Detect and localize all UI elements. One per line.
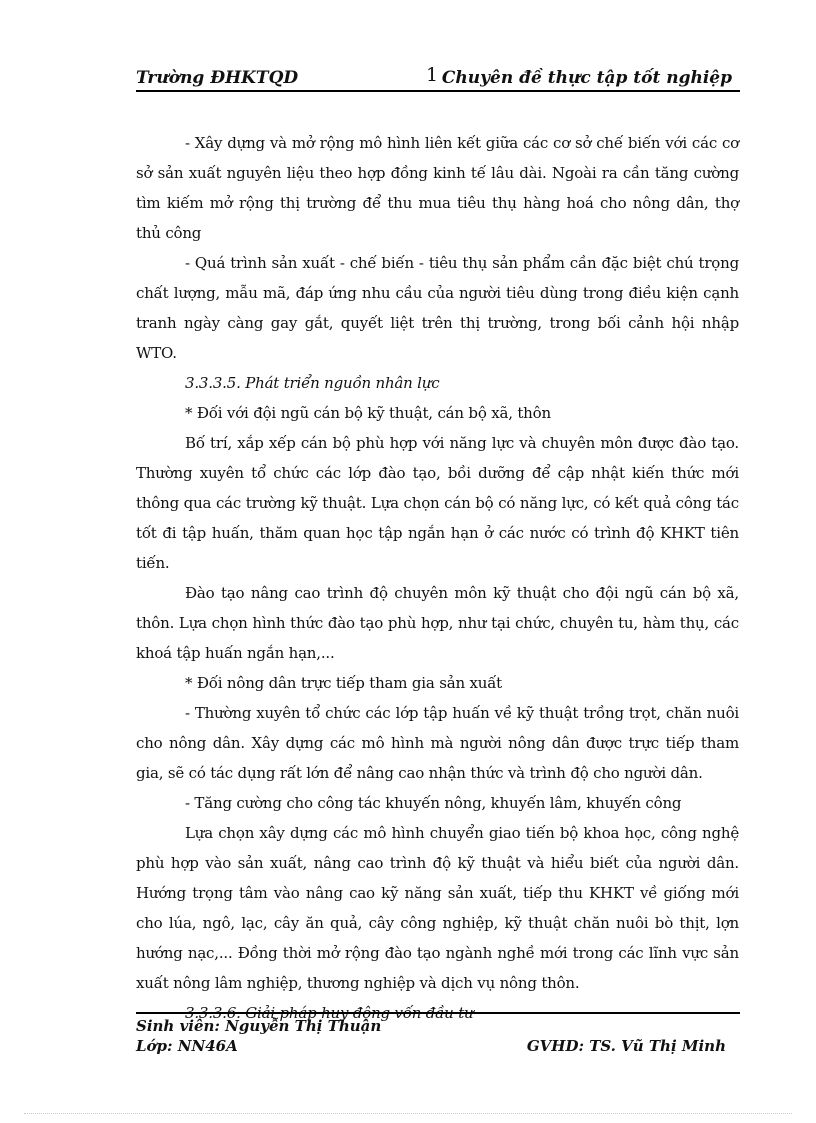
page-header xyxy=(136,64,740,92)
paragraph-farmer-training: - Thường xuyên tổ chức các lớp tập huấn về kỹ thuật trồng trọt, chăn nuôi cho nông dân. Xây dựng các mô hình mà người nông dân được trực tiếp tham gia, sẽ có tác dụng rất lớn để nâng cao nhận thức và trình độ cho người dân. xyxy=(136,704,739,782)
paragraph-technology-transfer: Lựa chọn xây dựng các mô hình chuyển giao tiến bộ khoa học, công nghệ phù hợp vào sản xuất, nâng cao trình độ kỹ thuật và hiểu biết của người dân. Hướng trọng tâm vào nâng cao kỹ năng sản xuất, tiếp thu KHKT về giống mới cho lúa, ngô, lạc, cây ăn quả, cây công nghiệp, kỹ thuật chăn nuôi bò thịt, lợn hướng nạc,... Đồng thời mở rộng đào tạo ngành nghề mới trong các lĩnh vực sản xuất nông lâm nghiệp, thương nghiệp và dịch vụ nông thôn. xyxy=(136,824,739,992)
footer-row-class xyxy=(136,1036,740,1056)
paragraph-staff-arrangement: Bố trí, xắp xếp cán bộ phù hợp với năng lực và chuyên môn được đào tạo. Thường xuyên tổ chức các lớp đào tạo, bồi dưỡng để cập nhật kiến thức mới thông qua các trường kỹ thuật. Lựa chọn cán bộ có năng lực, có kết quả công tác tốt đi tập huấn, thăm quan học tập ngắn hạn ở các nước có trình độ KHKT tiên tiến. xyxy=(136,434,739,572)
footer-row-student xyxy=(136,1016,740,1036)
header-school: Trường ĐHKTQD xyxy=(136,68,299,88)
page-footer xyxy=(136,1016,740,1056)
subheading-farmers: * Đối nông dân trực tiếp tham gia sản xuất xyxy=(185,674,503,692)
footer-advisor: GVHD: TS. Vũ Thị Minh xyxy=(526,1037,726,1055)
paragraph-production-quality: - Quá trình sản xuất - chế biến - tiêu thụ sản phẩm cần đặc biệt chú trọng chất lượng, mẫu mã, đáp ứng nhu cầu của người tiêu dùng trong điều kiện cạnh tranh ngày càng gay gắt, quyết liệt trên thị trường, trong bối cảnh hội nhập WTO. xyxy=(136,254,739,362)
section-heading-3-3-3-5: 3.3.3.5. Phát triển nguồn nhân lực xyxy=(185,374,440,392)
paragraph-linkage: - Xây dựng và mở rộng mô hình liên kết giữa các cơ sở chế biến với các cơ sở sản xuất nguyên liệu theo hợp đồng kinh tế lâu dài. Ngoài ra cần tăng cường tìm kiếm mở rộng thị trường để thu mua tiêu thụ hàng hoá cho nông dân, thợ thủ công xyxy=(136,134,739,242)
footer-divider xyxy=(136,1012,740,1014)
footer-class: Lớp: NN46A xyxy=(136,1037,238,1055)
document-body xyxy=(136,128,739,1028)
paragraph-staff-training: Đào tạo nâng cao trình độ chuyên môn kỹ thuật cho đội ngũ cán bộ xã, thôn. Lựa chọn hình thức đào tạo phù hợp, như tại chức, chuyên tu, hàm thụ, các khoá tập huấn ngắn hạn,... xyxy=(136,584,739,662)
section-heading-3-3-3-6: 3.3.3.6. Giải pháp huy động vốn đầu tư xyxy=(185,1004,474,1022)
page-number: 1 xyxy=(426,64,439,86)
header-doc-type: Chuyên đề thực tập tốt nghiệp xyxy=(441,68,732,88)
page-bottom-border xyxy=(24,1113,792,1114)
paragraph-extension: - Tăng cường cho công tác khuyến nông, khuyến lâm, khuyến công xyxy=(185,794,682,812)
footer-student: Sinh viên: Nguyễn Thị Thuận xyxy=(136,1017,382,1035)
subheading-technical-staff: * Đối với đội ngũ cán bộ kỹ thuật, cán bộ xã, thôn xyxy=(185,404,551,422)
